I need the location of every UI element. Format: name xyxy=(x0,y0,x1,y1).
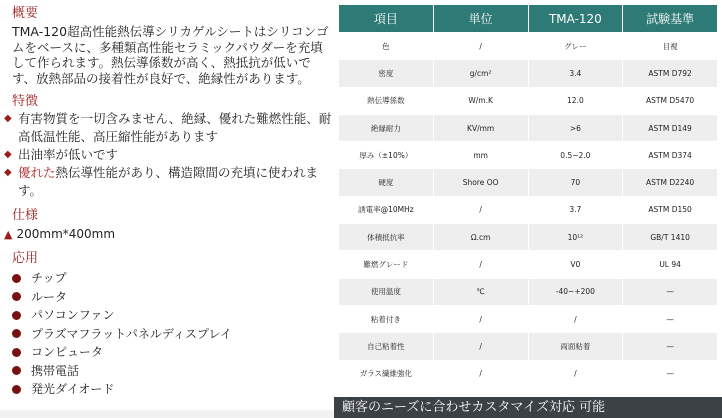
cell: 自己粘着性 xyxy=(339,333,434,360)
bullet-dot-icon xyxy=(12,311,21,320)
cell: W/m.K xyxy=(433,87,528,114)
table-row xyxy=(339,114,718,141)
bullet-dot-icon xyxy=(12,385,21,394)
application-item: パソコンファン xyxy=(31,308,115,322)
cell: V0 xyxy=(528,251,623,278)
application-item: ルータ xyxy=(31,289,68,304)
list-item xyxy=(12,288,336,307)
list-item xyxy=(12,362,336,381)
feature-highlight: 優れた xyxy=(18,165,56,180)
cell: Ω.cm xyxy=(433,224,528,251)
table-row xyxy=(339,251,718,278)
cell: ASTM D149 xyxy=(623,114,718,141)
cell: 3.4 xyxy=(528,60,623,87)
cell: 両面粘着 xyxy=(528,333,623,360)
cell: / xyxy=(433,33,528,60)
cell: 誘電率@10MHz xyxy=(339,196,434,223)
cell: 12.0 xyxy=(528,87,623,114)
spec-table xyxy=(338,4,718,388)
cell: 厚み（±10%） xyxy=(339,142,434,169)
feature-text: 有害物質を一切含みません、絶縁、優れた難燃性能、耐高低温性能、高圧縮性能があります xyxy=(18,111,332,144)
cell: 難燃グレード xyxy=(339,251,434,278)
cell: UL 94 xyxy=(623,251,718,278)
cell: ASTM D2240 xyxy=(623,169,718,196)
list-item xyxy=(12,306,336,325)
diamond-icon: ◆ xyxy=(4,167,12,178)
application-list xyxy=(0,269,336,399)
feature-rest: 熱伝導性能があり、構造隙間の充填に使われます。 xyxy=(18,165,319,198)
diamond-icon: ◆ xyxy=(4,149,12,160)
feature-text xyxy=(18,164,336,200)
cell: 0.5~2.0 xyxy=(528,142,623,169)
cell: ASTM D792 xyxy=(623,60,718,87)
cell: ASTM D5470 xyxy=(623,87,718,114)
table-row xyxy=(339,360,718,387)
application-item: チップ xyxy=(31,271,67,285)
list-item xyxy=(12,380,336,399)
cell: 粘着付き xyxy=(339,305,434,332)
triangle-icon: ▲ xyxy=(4,228,13,241)
spec-size xyxy=(4,226,336,243)
features-list xyxy=(4,110,336,200)
cell: 10¹² xyxy=(528,224,623,251)
features-heading: 特徴 xyxy=(12,94,39,109)
bullet-dot-icon xyxy=(12,348,21,357)
list-item xyxy=(12,269,336,288)
application-heading: 応用 xyxy=(12,251,39,266)
application-item: コンピュータ xyxy=(31,345,104,359)
cell: ASTM D374 xyxy=(623,142,718,169)
cell: / xyxy=(528,360,623,387)
feature-item xyxy=(4,164,336,200)
cell: 70 xyxy=(528,169,623,196)
table-row xyxy=(339,305,718,332)
cell: ℃ xyxy=(433,278,528,305)
table-row xyxy=(339,333,718,360)
cell: 密度 xyxy=(339,60,434,87)
spec-heading: 仕様 xyxy=(12,208,39,223)
table-row xyxy=(339,278,718,305)
cell: GB/T 1410 xyxy=(623,224,718,251)
cell: / xyxy=(433,251,528,278)
product-description xyxy=(0,6,336,399)
customization-banner: 顧客のニーズに合わせカスタマイズ対応 可能 xyxy=(334,397,722,418)
table-row xyxy=(339,224,718,251)
cell: / xyxy=(528,305,623,332)
application-item: 発光ダイオード xyxy=(31,382,115,396)
header-product: TMA-120 xyxy=(528,5,623,33)
cell: — xyxy=(623,305,718,332)
table-header-row xyxy=(339,5,718,33)
header-unit: 単位 xyxy=(433,5,528,33)
table-row xyxy=(339,142,718,169)
list-item xyxy=(12,343,336,362)
header-item: 項目 xyxy=(339,5,434,33)
application-item: 携帯電話 xyxy=(31,363,80,378)
cell: — xyxy=(623,360,718,387)
cell: / xyxy=(433,360,528,387)
cell: ガラス繊維強化 xyxy=(339,360,434,387)
cell: Shore OO xyxy=(433,169,528,196)
table-row xyxy=(339,169,718,196)
cell: 硬度 xyxy=(339,169,434,196)
cell: / xyxy=(433,305,528,332)
cell: グレー xyxy=(528,33,623,60)
cell: >6 xyxy=(528,114,623,141)
table-row xyxy=(339,196,718,223)
table-row xyxy=(339,60,718,87)
cell: ASTM D150 xyxy=(623,196,718,223)
cell: g/cm² xyxy=(433,60,528,87)
cell: 3.7 xyxy=(528,196,623,223)
feature-item xyxy=(4,146,336,164)
cell: 体積抵抗率 xyxy=(339,224,434,251)
cell: -40~+200 xyxy=(528,278,623,305)
cell: 目視 xyxy=(623,33,718,60)
feature-item xyxy=(4,110,336,146)
cell: mm xyxy=(433,142,528,169)
list-item xyxy=(12,325,336,344)
cell: 絶縁耐力 xyxy=(339,114,434,141)
cell: — xyxy=(623,333,718,360)
feature-text: 出油率が低いです xyxy=(18,147,119,162)
cell: 熱伝導係数 xyxy=(339,87,434,114)
cell: 使用温度 xyxy=(339,278,434,305)
cell: — xyxy=(623,278,718,305)
table-row xyxy=(339,33,718,60)
overview-heading: 概要 xyxy=(12,6,39,21)
cell: KV/mm xyxy=(433,114,528,141)
overview-text: TMA-120超高性能熱伝導シリカゲルシートはシリコンゴムをベースに、多種類高性能セラミックパウダーを充填して作られます。熱伝導係数が高く、熱抵抗が低いです、放熱部品の接着性が良好で、絶縁性があります。 xyxy=(12,24,329,86)
table-row xyxy=(339,87,718,114)
spec-size-text: 200mm*400mm xyxy=(16,227,116,241)
bullet-dot-icon xyxy=(12,292,21,301)
bullet-dot-icon xyxy=(12,274,21,283)
application-item: プラズマフラットパネルディスプレイ xyxy=(31,326,232,341)
bullet-dot-icon xyxy=(12,366,21,375)
header-standard: 試験基準 xyxy=(623,5,718,33)
bullet-dot-icon xyxy=(12,329,21,338)
diamond-icon: ◆ xyxy=(4,113,12,124)
cell: 色 xyxy=(339,33,434,60)
cell: / xyxy=(433,196,528,223)
cell: / xyxy=(433,333,528,360)
horizontal-scrollbar[interactable] xyxy=(0,410,334,418)
